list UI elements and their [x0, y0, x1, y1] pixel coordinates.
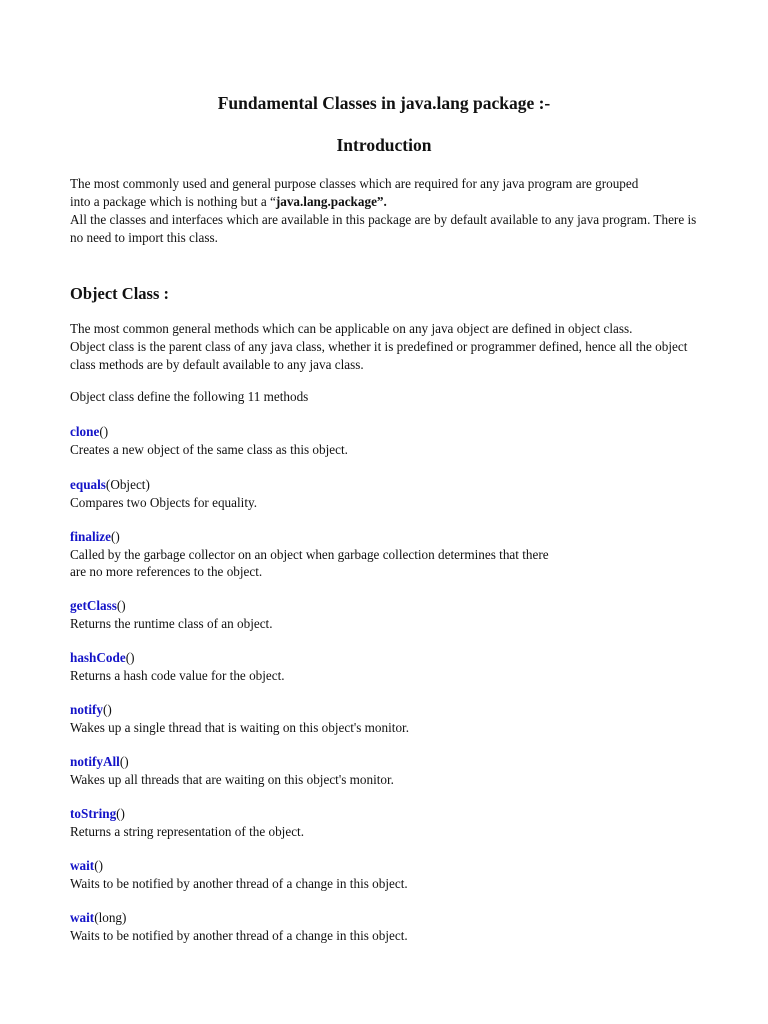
- method-name: notify: [70, 702, 103, 717]
- method-description: Creates a new object of the same class as this object.: [70, 441, 348, 457]
- method-signature: (): [119, 754, 129, 769]
- method-name: notifyAll: [70, 754, 120, 769]
- method-item: [70, 476, 710, 511]
- method-description: Wakes up all threads that are waiting on this object's monitor.: [70, 771, 394, 787]
- method-item: [70, 909, 710, 944]
- method-name: getClass: [70, 598, 117, 613]
- method-description-line-1: Called by the garbage collector on an object when garbage collection determines that there: [70, 546, 549, 562]
- object-description-line-1: The most common general methods which can be applicable on any java object are defined in object class.: [70, 321, 633, 336]
- method-signature: (Object): [105, 477, 150, 492]
- method-signature: (): [116, 598, 126, 613]
- object-description-line-2: Object class is the parent class of any java class, whether it is predefined or programmer defined, hence all the object class methods are by default available to any java class.: [70, 339, 688, 372]
- method-description-line-2: are no more references to the object.: [70, 564, 263, 579]
- methods-count-text: Object class define the following 11 methods: [70, 389, 309, 404]
- method-signature: (long): [94, 910, 127, 925]
- method-description: Returns a string representation of the object.: [70, 823, 305, 839]
- method-name: wait: [70, 910, 95, 925]
- method-name: hashCode: [70, 650, 126, 665]
- method-signature: (): [94, 858, 103, 873]
- method-item: [70, 805, 710, 840]
- method-item: [70, 423, 710, 458]
- object-class-description: [70, 320, 710, 374]
- intro-line-3: All the classes and interfaces which are available in this package are by default available to any java program. There is no need to import this class.: [70, 212, 697, 245]
- method-name: clone: [70, 424, 100, 439]
- method-item: [70, 528, 710, 581]
- method-name: finalize: [70, 529, 112, 544]
- method-item: [70, 649, 710, 684]
- introduction-heading: Introduction: [336, 135, 432, 155]
- method-item: [70, 753, 710, 788]
- introduction-paragraph: [70, 175, 710, 247]
- method-item: [70, 701, 710, 736]
- method-item: [70, 597, 710, 632]
- method-description: Compares two Objects for equality.: [70, 494, 258, 510]
- method-name: toString: [70, 806, 117, 821]
- method-description: Returns the runtime class of an object.: [70, 615, 273, 631]
- package-name: java.lang.package”.: [275, 194, 387, 209]
- method-description: Waits to be notified by another thread of a change in this object.: [70, 927, 408, 943]
- intro-line-2-prefix: into a package which is nothing but a “: [70, 194, 276, 209]
- method-signature: (): [125, 650, 135, 665]
- method-signature: (): [111, 529, 120, 544]
- method-signature: (): [102, 702, 112, 717]
- document-title: Fundamental Classes in java.lang package :-: [217, 93, 551, 113]
- object-class-heading: Object Class :: [70, 284, 169, 303]
- method-signature: (): [99, 424, 109, 439]
- method-description: Returns a hash code value for the object.: [70, 667, 285, 683]
- intro-line-1: The most commonly used and general purpose classes which are required for any java program are grouped: [70, 176, 639, 191]
- method-name: equals: [70, 477, 106, 492]
- method-item: [70, 857, 710, 892]
- method-name: wait: [70, 858, 95, 873]
- method-description: Wakes up a single thread that is waiting on this object's monitor.: [70, 719, 410, 735]
- method-signature: (): [116, 806, 125, 821]
- method-description: Waits to be notified by another thread of a change in this object.: [70, 875, 408, 891]
